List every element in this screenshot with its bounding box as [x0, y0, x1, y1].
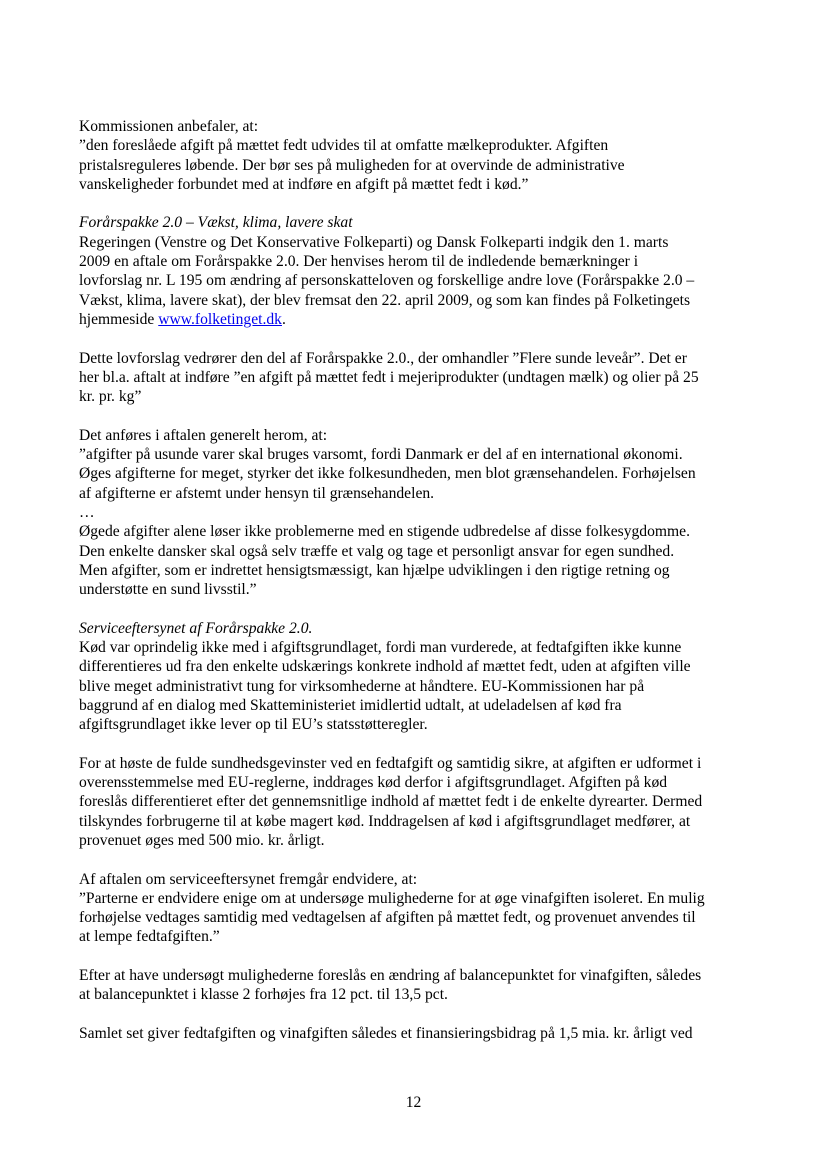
- text-line: her bl.a. aftalt at indføre ”en afgift på mættet fedt i mejeriprodukter (undtagen mælk) og olier på 25: [79, 368, 699, 386]
- text-line: vanskeligheder forbundet med at indføre en afgift på mættet fedt i kød.”: [79, 175, 529, 193]
- text-line: Kommissionen anbefaler, at:: [79, 118, 259, 135]
- text-line: forhøjelse vedtages samtidig med vedtagelsen af afgiften på mættet fedt, og provenuet anvendes til: [79, 909, 696, 927]
- page-number: 12: [405, 1094, 422, 1111]
- text-line: tilskyndes forbrugerne til at købe magert kød. Inddragelsen af kød i afgiftsgrundlaget medfører, at: [79, 812, 691, 830]
- text-line: kr. pr. kg”: [79, 388, 142, 406]
- text-line: afgiftsgrundlaget ikke lever op til EU’s statsstøtteregler.: [79, 716, 428, 734]
- text-line: Den enkelte dansker skal også selv træffe et valg og tage et personligt ansvar for egen sundhed.: [79, 542, 675, 560]
- text-line: Men afgifter, som er indrettet hensigtsmæssigt, kan hjælpe udviklingen i den rigtige retning og: [79, 561, 670, 579]
- text-line: Vækst, klima, lavere skat), der blev fremsat den 22. april 2009, og som kan findes på Folketingets: [79, 291, 691, 309]
- text-line: understøtte en sund livsstil.”: [79, 581, 257, 599]
- text-line: differentieres ud fra den enkelte udskærings konkrete indhold af mættet fedt, uden at afgiften ville: [79, 658, 691, 676]
- text-fragment: .: [281, 310, 286, 328]
- paragraph-vinafgift-quote: [79, 870, 751, 947]
- paragraph-aftalen-quote: [79, 426, 751, 600]
- text-line: Regeringen (Venstre og Det Konservative Folkeparti) og Dansk Folkeparti indgik den 1. marts: [79, 233, 669, 251]
- text-line: blive meget administrativt tung for virksomhederne at håndtere. EU-Kommissionen har på: [79, 677, 645, 695]
- text-line: ”afgifter på usunde varer skal bruges varsomt, fordi Danmark er del af en international økonomi.: [79, 446, 683, 464]
- paragraph-balancepunkt: [79, 966, 751, 1005]
- text-line: Efter at have undersøgt mulighederne foreslås en ændring af balancepunktet for vinafgiften, således: [79, 967, 702, 985]
- text-fragment: hjemmeside: [79, 310, 159, 328]
- section-heading-serviceeftersynet: Serviceeftersynet af Forårspakke 2.0.: [79, 619, 313, 637]
- text-line: at balancepunktet i klasse 2 forhøjes fra 12 pct. til 13,5 pct.: [79, 986, 448, 1004]
- text-line: Samlet set giver fedtafgiften og vinafgiften således et finansieringsbidrag på 1,5 mia. kr. årligt ved: [79, 1024, 693, 1042]
- paragraph-lovforslag: [79, 349, 751, 407]
- text-line: lovforslag nr. L 195 om ændring af personskatteloven og forskellige andre love (Forårspakke 2.0 –: [79, 272, 695, 290]
- text-line: Dette lovforslag vedrører den del af Forårspakke 2.0., der omhandler ”Flere sunde leveår”. Det er: [79, 349, 687, 367]
- text-line: provenuet øges med 500 mio. kr. årligt.: [79, 831, 325, 849]
- paragraph-finansieringsbidrag: [79, 1024, 751, 1043]
- document-body: [79, 117, 751, 1063]
- text-line: Det anføres i aftalen generelt herom, at:: [79, 426, 328, 444]
- text-line: [79, 310, 751, 329]
- paragraph-foraarspakke: [79, 213, 751, 329]
- paragraph-sundhedsgevinster: [79, 754, 751, 850]
- text-line: Kød var oprindelig ikke med i afgiftsgrundlaget, fordi man vurderede, at fedtafgiften ikke kunne: [79, 639, 682, 657]
- text-line: at lempe fedtafgiften.”: [79, 928, 220, 946]
- section-heading-foraarspakke: Forårspakke 2.0 – Vækst, klima, lavere skat: [79, 214, 353, 232]
- text-line: overensstemmelse med EU-reglerne, inddrages kød derfor i afgiftsgrundlaget. Afgiften på kød: [79, 774, 668, 792]
- paragraph-commission-recommendation: [79, 117, 751, 194]
- text-line: foreslås differentieret efter det gennemsnitlige indhold af mættet fedt i de enkelte dyrearter. Dermed: [79, 793, 703, 811]
- folketinget-link[interactable]: www.folketinget.dk: [158, 310, 282, 328]
- text-line: pristalsreguleres løbende. Der bør ses på muligheden for at overvinde de administrative: [79, 156, 625, 174]
- text-line: ”den foreslåede afgift på mættet fedt udvides til at omfatte mælkeprodukter. Afgiften: [79, 137, 609, 155]
- text-line: af afgifterne er afstemt under hensyn til grænsehandelen.: [79, 484, 435, 502]
- text-line: ”Parterne er endvidere enige om at undersøge mulighederne for at øge vinafgiften isoleret. En mulig: [79, 889, 705, 907]
- text-line: 2009 en aftale om Forårspakke 2.0. Der henvises herom til de indledende bemærkninger i: [79, 253, 639, 271]
- text-line: For at høste de fulde sundhedsgevinster ved en fedtafgift og samtidig sikre, at afgiften er udformet i: [79, 754, 702, 772]
- text-line: Øgede afgifter alene løser ikke problemerne med en stigende udbredelse af disse folkesygdomme.: [79, 523, 690, 541]
- text-line: Af aftalen om serviceeftersynet fremgår endvidere, at:: [79, 870, 418, 888]
- text-line: …: [79, 503, 95, 521]
- paragraph-serviceeftersynet: [79, 619, 751, 735]
- text-line: Øges afgifterne for meget, styrker det ikke folkesundheden, men blot grænsehandelen. Forhøjelsen: [79, 465, 696, 483]
- text-line: baggrund af en dialog med Skatteministeriet imidlertid udtalt, at udeladelsen af kød fra: [79, 696, 622, 714]
